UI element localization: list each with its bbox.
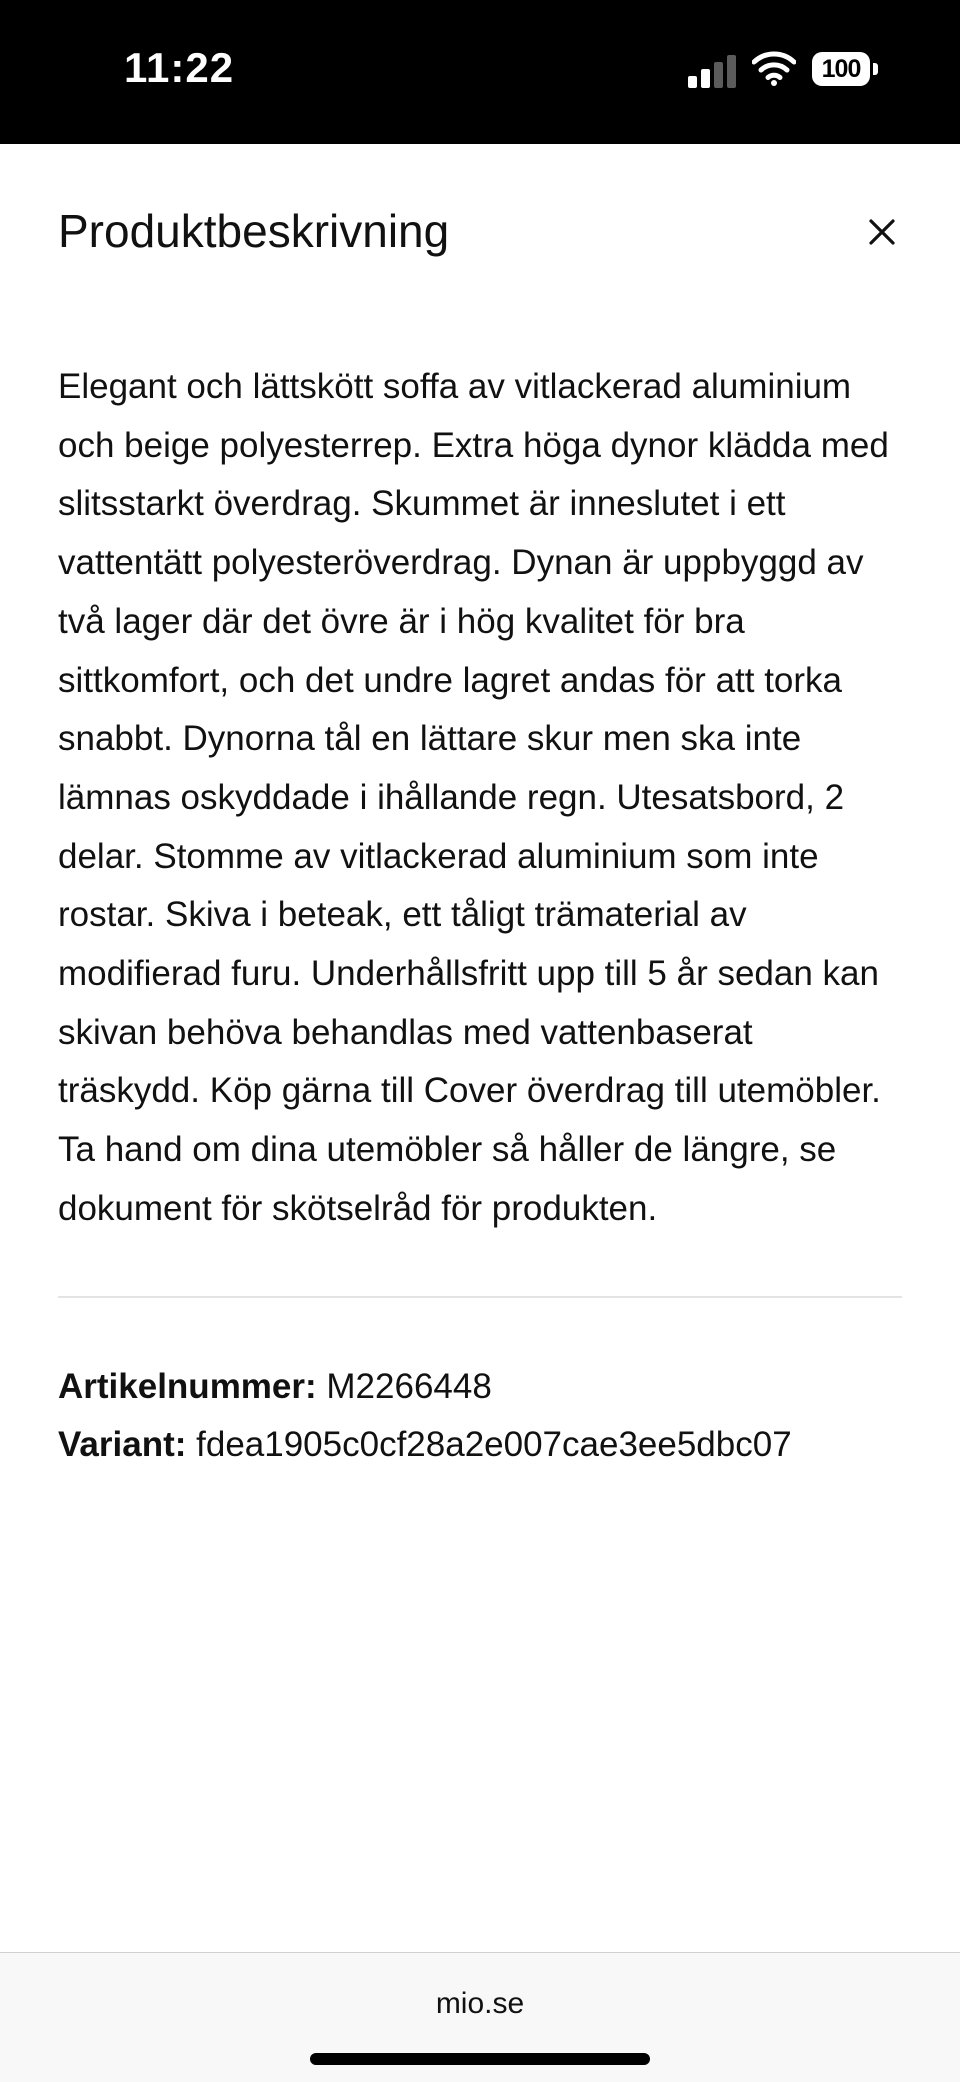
- wifi-icon: [752, 50, 796, 86]
- signal-bar: [727, 55, 736, 88]
- product-description: Elegant och lättskött soffa av vitlackerad aluminium och beige polyesterrep. Extra höga dynor klädda med slitsstarkt överdrag. Skummet är inneslutet i ett vattentätt polyesteröverdrag. Dynan är uppbyggd av två lager där det övre är i hög kvalitet för bra sittkomfort, och det undre lagret andas för att torka snabbt. Dynorna tål en lättare skur men ska inte lämnas oskyddade i ihållande regn. Utesatsbord, 2 delar. Stomme av vitlackerad aluminium som inte rostar. Skiva i beteak, ett tåligt trämaterial av modifierad furu. Underhållsfritt upp till 5 år sedan kan skivan behöva behandlas med vattenbaserat träskydd. Köp gärna till Cover överdrag till utemöbler. Ta hand om dina utemöbler så håller de längre, se dokument för skötselråd för produkten.: [58, 367, 889, 1228]
- battery-level: 100: [812, 52, 870, 86]
- home-indicator[interactable]: [310, 2053, 650, 2065]
- variant-label: Variant:: [58, 1425, 187, 1464]
- signal-icon: [688, 54, 738, 88]
- article-number-label: Artikelnummer:: [58, 1367, 317, 1406]
- article-number-value: M2266448: [326, 1367, 492, 1406]
- signal-bar: [688, 76, 697, 88]
- signal-bar: [714, 62, 723, 88]
- signal-bar: [701, 69, 710, 88]
- battery-tip: [873, 63, 878, 75]
- divider: [58, 1296, 902, 1298]
- variant-value: fdea1905c0cf28a2e007cae3ee5dbc07: [196, 1425, 792, 1464]
- page-title: Produktbeskrivning: [58, 205, 450, 257]
- close-icon: [858, 208, 906, 256]
- close-button[interactable]: [858, 208, 906, 256]
- browser-url[interactable]: mio.se: [435, 1987, 525, 2020]
- product-meta: [58, 1358, 792, 1474]
- article-number-row: [58, 1358, 792, 1416]
- status-time: 11:22: [124, 44, 235, 91]
- browser-bar: [0, 1952, 960, 2082]
- variant-row: [58, 1416, 792, 1474]
- battery-icon: [812, 52, 880, 88]
- status-bar: [0, 0, 960, 144]
